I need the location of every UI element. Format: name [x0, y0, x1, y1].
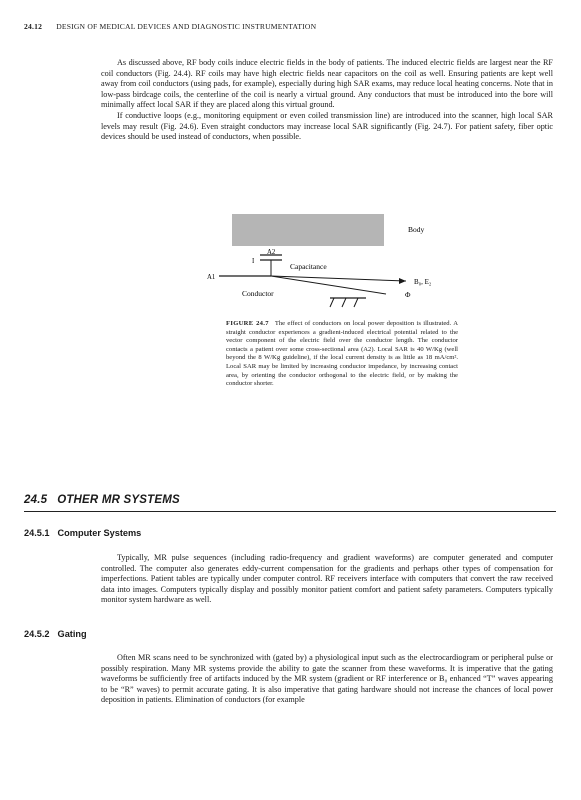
section-number: 24.5 — [24, 494, 48, 506]
gating-paragraph: Often MR scans need to be synchronized with (gated by) a physiological input such as the electrocardiogram or peripheral pulse or possibly respiration. Many MR systems provide the ability to gate the scanner from these waveforms. It is imperative that the gating waveforms be sufficiently free of artifacts induced by the MR system (gradient or RF interference or B₀ enhanced “T” waves appearing to be “R” waves) to permit accurate gating. It is also imperative that gating hardware should not increase the chances of local power deposition in patients. Elimination of conductors (for example — [101, 653, 553, 705]
computer-systems-text — [101, 553, 553, 606]
subsection-heading-gating — [24, 629, 87, 639]
subsection-heading-computer-systems — [24, 528, 141, 538]
section-heading — [24, 494, 180, 506]
running-head-title: DESIGN OF MEDICAL DEVICES AND DIAGNOSTIC INSTRUMENTATION — [56, 22, 317, 31]
figure-24-7 — [200, 214, 450, 318]
intro-text — [101, 58, 553, 143]
intro-paragraph-1: As discussed above, RF body coils induce electric fields in the body of patients. The induced electric fields are largest near the RF coil conductors (Fig. 24.4). RF coils may have high electric fields near capacitors on the coil as well. Ensuring patients are kept well away from coil conductors (using pads, for example), especially during high SAR exams, may reduce local heating concerns. Note that in low-pass birdcage coils, the centerline of the coil is nearly a virtual ground. Any conductors that must be introduced into the bore will minimally affect local SAR if they are placed along this virtual ground. — [101, 58, 553, 110]
page-number: 24.12 — [24, 22, 43, 31]
running-head — [24, 22, 316, 31]
field-label: B₀, E₂ — [414, 278, 432, 286]
body-region — [232, 214, 384, 246]
body-label: Body — [408, 225, 425, 234]
figure-caption — [226, 320, 458, 389]
caption-label: FIGURE 24.7 — [226, 320, 269, 327]
field-line — [271, 276, 386, 294]
subsection-title: Gating — [57, 629, 87, 639]
a2-label: A2 — [267, 249, 276, 256]
subsection-number: 24.5.1 — [24, 528, 50, 538]
current-label: I — [252, 258, 255, 265]
subsection-number: 24.5.2 — [24, 629, 50, 639]
capacitance-label: Capacitance — [290, 262, 327, 271]
ground-hatch-3 — [354, 298, 358, 307]
computer-systems-paragraph: Typically, MR pulse sequences (including radio-frequency and gradient waveforms) are computer generated and computer controlled. The computer also generates eddy-current compensation for the gradients and perhaps other types of compensation for imperfections. Patient tables are typically under computer control. RF receivers interface with computers that convert the raw received data into images. Computers typically display and possibly monitor patient comfort and patient safety parameters. Computers typically monitor system hardware as well. — [101, 553, 553, 605]
intro-paragraph-2: If conductive loops (e.g., monitoring equipment or even coiled transmission line) are introduced into the scanner, high local SAR levels may result (Fig. 24.6). Even straight conductors may increase local SAR significantly (Fig. 24.7). For patient safety, fiber optic devices should be used instead of conductors, when possible. — [101, 110, 553, 142]
gating-text — [101, 653, 553, 706]
subsection-title: Computer Systems — [57, 528, 142, 538]
conductor-label: Conductor — [242, 289, 274, 298]
ground-hatch-1 — [330, 298, 334, 307]
caption-text: The effect of conductors on local power deposition is illustrated. A straight conductor experiences a gradient-induced electrical potential related to the vector component of the electric field over the conductor length. The conductor contacts a patient over some cross-sectional area (A2). Local SAR is 40 W/Kg (well beyond the 8 W/Kg guideline), if the local current density is as little as 18 mA/cm². Local SAR may be limited by increasing conductor impedance, by increasing contact area, by orienting the conductor orthogonal to the electric field, or by making the conductor shorter. — [226, 320, 458, 388]
field-vector — [271, 276, 406, 281]
ground-hatch-2 — [342, 298, 346, 307]
section-rule — [24, 511, 556, 512]
phi-label: Φ — [405, 290, 411, 299]
a1-label: A1 — [207, 274, 216, 281]
field-arrowhead — [399, 278, 406, 284]
section-title: OTHER MR SYSTEMS — [57, 494, 180, 506]
